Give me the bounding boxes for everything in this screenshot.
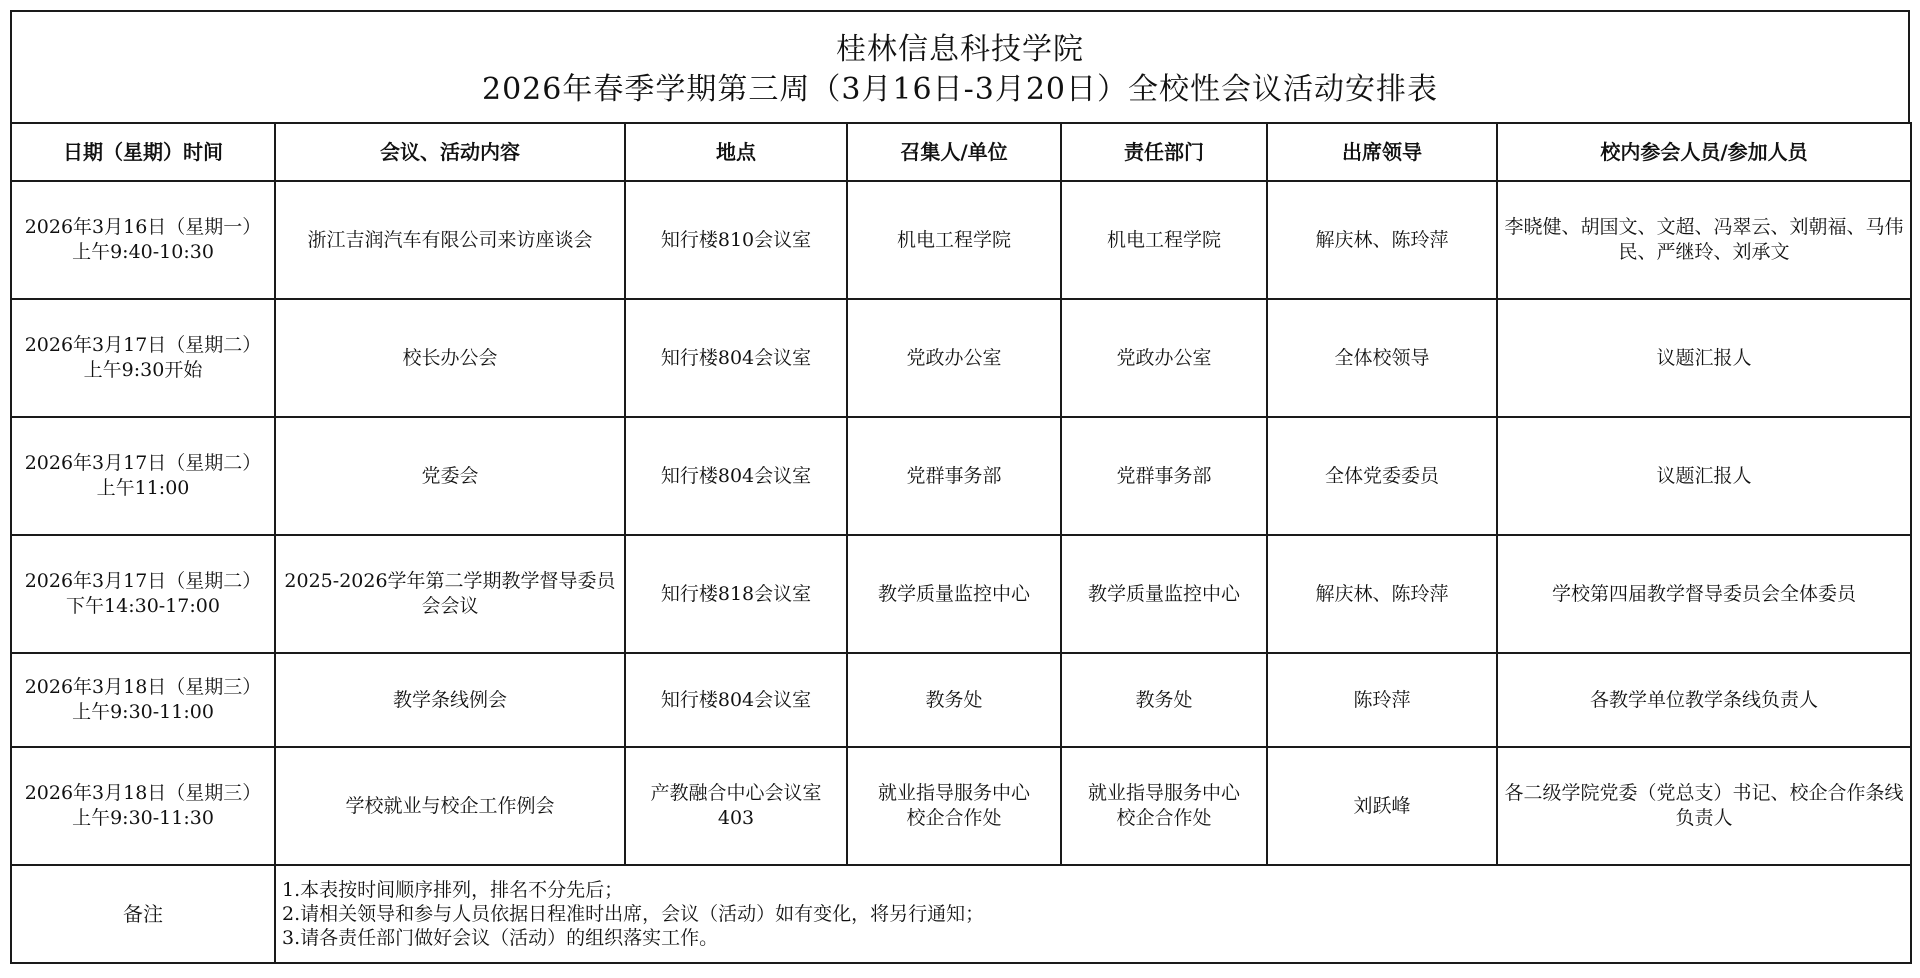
- cell-date-time: [11, 747, 275, 865]
- table-row: [11, 747, 1911, 865]
- header-attendees: 校内参会人员/参加人员: [1497, 123, 1911, 181]
- remarks-label: 备注: [11, 865, 275, 963]
- cell-date-time: [11, 535, 275, 653]
- cell-convener: 党政办公室: [847, 299, 1061, 417]
- cell-leaders: 解庆林、陈玲萍: [1267, 181, 1497, 299]
- cell-location: 知行楼804会议室: [625, 653, 847, 747]
- cell-leaders: 全体党委委员: [1267, 417, 1497, 535]
- cell-department: 党政办公室: [1061, 299, 1267, 417]
- header-location: 地点: [625, 123, 847, 181]
- cell-content: 浙江吉润汽车有限公司来访座谈会: [275, 181, 625, 299]
- table-row: [11, 299, 1911, 417]
- title-block: [10, 10, 1910, 122]
- time-text: 上午9:30-11:00: [72, 701, 214, 723]
- school-name: 桂林信息科技学院: [836, 32, 1084, 67]
- time-text: 上午11:00: [96, 477, 190, 499]
- cell-date-time: [11, 299, 275, 417]
- cell-leaders: 解庆林、陈玲萍: [1267, 535, 1497, 653]
- cell-leaders: 刘跃峰: [1267, 747, 1497, 865]
- cell-department: 党群事务部: [1061, 417, 1267, 535]
- convener-line: 校企合作处: [906, 807, 1002, 829]
- cell-date-time: [11, 653, 275, 747]
- cell-location: 知行楼804会议室: [625, 299, 847, 417]
- cell-location: 知行楼810会议室: [625, 181, 847, 299]
- date-text: 2026年3月18日（星期三）: [24, 782, 262, 804]
- remark-item: 2.请相关领导和参与人员依据日程准时出席，会议（活动）如有变化，将另行通知；: [282, 903, 985, 925]
- table-row: [11, 181, 1911, 299]
- cell-department: 教务处: [1061, 653, 1267, 747]
- cell-department: 机电工程学院: [1061, 181, 1267, 299]
- cell-attendees: 各教学单位教学条线负责人: [1497, 653, 1911, 747]
- department-line: 校企合作处: [1116, 807, 1212, 829]
- header-convener: 召集人/单位: [847, 123, 1061, 181]
- convener-line: 就业指导服务中心: [877, 782, 1030, 804]
- table-row: [11, 417, 1911, 535]
- cell-department: 教学质量监控中心: [1061, 535, 1267, 653]
- date-text: 2026年3月17日（星期二）: [24, 452, 262, 474]
- header-content: 会议、活动内容: [275, 123, 625, 181]
- cell-attendees: 各二级学院党委（党总支）书记、校企合作条线负责人: [1497, 747, 1911, 865]
- cell-attendees: 学校第四届教学督导委员会全体委员: [1497, 535, 1911, 653]
- time-text: 上午9:30-11:30: [72, 807, 214, 829]
- remark-item: 3.请各责任部门做好会议（活动）的组织落实工作。: [282, 927, 719, 949]
- cell-convener: 机电工程学院: [847, 181, 1061, 299]
- location-line: 产教融合中心会议室: [650, 782, 822, 804]
- cell-content: 党委会: [275, 417, 625, 535]
- date-text: 2026年3月17日（星期二）: [24, 570, 262, 592]
- cell-content: 2025-2026学年第二学期教学督导委员会会议: [275, 535, 625, 653]
- date-text: 2026年3月17日（星期二）: [24, 334, 262, 356]
- header-department: 责任部门: [1061, 123, 1267, 181]
- table-row: [11, 653, 1911, 747]
- date-text: 2026年3月16日（星期一）: [24, 216, 262, 238]
- header-date-time: 日期（星期）时间: [11, 123, 275, 181]
- department-line: 就业指导服务中心: [1087, 782, 1240, 804]
- cell-date-time: [11, 417, 275, 535]
- cell-location: [625, 747, 847, 865]
- cell-date-time: [11, 181, 275, 299]
- table-row: [11, 535, 1911, 653]
- schedule-title: 2026年春季学期第三周（3月16日-3月20日）全校性会议活动安排表: [481, 72, 1438, 107]
- cell-convener: 党群事务部: [847, 417, 1061, 535]
- cell-content: 校长办公会: [275, 299, 625, 417]
- remark-item: 1.本表按时间顺序排列，排名不分先后；: [282, 879, 624, 901]
- time-text: 上午9:40-10:30: [72, 241, 214, 263]
- cell-leaders: 全体校领导: [1267, 299, 1497, 417]
- cell-convener: 教务处: [847, 653, 1061, 747]
- schedule-sheet: [10, 10, 1910, 964]
- cell-attendees: 议题汇报人: [1497, 299, 1911, 417]
- cell-attendees: 议题汇报人: [1497, 417, 1911, 535]
- cell-content: 学校就业与校企工作例会: [275, 747, 625, 865]
- cell-content: 教学条线例会: [275, 653, 625, 747]
- table-header-row: [11, 123, 1911, 181]
- schedule-table: [10, 122, 1912, 964]
- date-text: 2026年3月18日（星期三）: [24, 676, 262, 698]
- cell-leaders: 陈玲萍: [1267, 653, 1497, 747]
- cell-department: [1061, 747, 1267, 865]
- cell-location: 知行楼818会议室: [625, 535, 847, 653]
- cell-convener: [847, 747, 1061, 865]
- cell-location: 知行楼804会议室: [625, 417, 847, 535]
- location-room: 403: [717, 807, 755, 829]
- cell-attendees: 李晓健、胡国文、文超、冯翠云、刘朝福、马伟民、严继玲、刘承文: [1497, 181, 1911, 299]
- remarks-content: [275, 865, 1911, 963]
- header-leaders: 出席领导: [1267, 123, 1497, 181]
- cell-convener: 教学质量监控中心: [847, 535, 1061, 653]
- time-text: 下午14:30-17:00: [66, 595, 220, 617]
- remarks-row: [11, 865, 1911, 963]
- time-text: 上午9:30开始: [83, 359, 203, 381]
